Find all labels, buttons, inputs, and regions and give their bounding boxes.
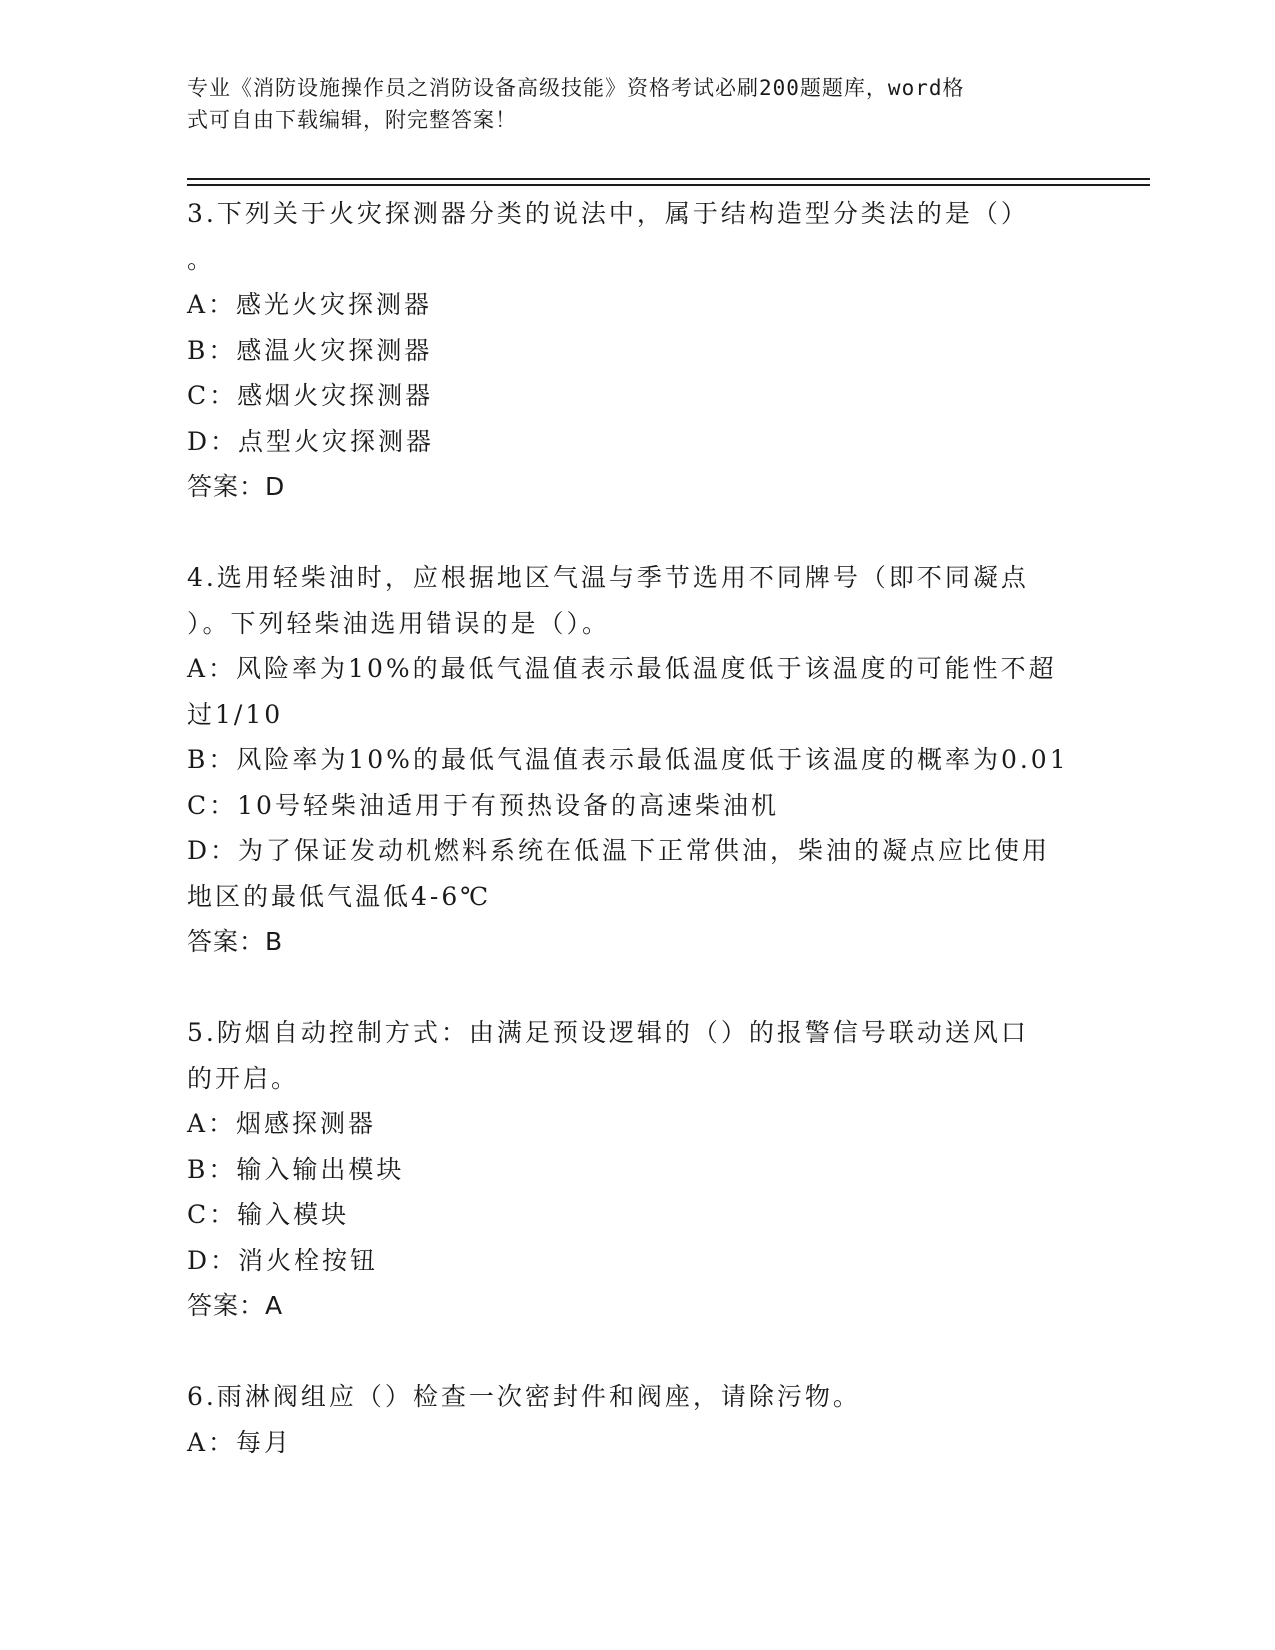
question-stem: 4.选用轻柴油时，应根据地区气温与季节选用不同牌号（即不同凝点 [187, 563, 1029, 592]
option-d: D：消火栓按钮 [187, 1245, 379, 1275]
option-a: A：每月 [187, 1427, 293, 1457]
header-line: 式可自由下载编辑，附完整答案！ [187, 108, 517, 132]
option-b: B：风险率为10%的最低气温值表示最低温度低于该温度的概率为0.01 [187, 745, 1069, 774]
question-block [187, 555, 1087, 965]
option-b: B：输入输出模块 [187, 1154, 405, 1184]
question-block [187, 1010, 1087, 1329]
option-a: A：感光火灾探测器 [187, 290, 433, 319]
answer-line: 答案：B [187, 927, 284, 956]
question-block [187, 1374, 1087, 1465]
question-stem: 3.下列关于火灾探测器分类的说法中，属于结构造型分类法的是（） [187, 199, 1029, 228]
option-a: A：风险率为10%的最低气温值表示最低温度低于该温度的可能性不超 [187, 654, 1057, 683]
option-a: A：烟感探测器 [187, 1109, 377, 1138]
spacer [187, 965, 1087, 1011]
question-stem: 6.雨淋阀组应（）检查一次密封件和阀座，请除污物。 [187, 1382, 861, 1411]
option-d-continued: 地区的最低气温低4-6℃ [187, 881, 492, 911]
header-divider-thin [187, 184, 1150, 186]
question-block [187, 191, 1087, 510]
option-c: C：10号轻柴油适用于有预热设备的高速柴油机 [187, 790, 779, 820]
document-header [187, 72, 1067, 136]
question-stem: 的开启。 [187, 1063, 300, 1093]
option-b: B：感温火灾探测器 [187, 335, 433, 365]
header-line: 专业《消防设施操作员之消防设备高级技能》资格考试必刷200题题库，word格 [187, 76, 965, 100]
spacer [187, 1329, 1087, 1375]
question-stem: 。 [187, 244, 216, 274]
option-d: D：为了保证发动机燃料系统在低温下正常供油，柴油的凝点应比使用 [187, 836, 1051, 865]
spacer [187, 510, 1087, 556]
answer-line: 答案：A [187, 1291, 284, 1320]
option-a-continued: 过1/10 [187, 699, 284, 729]
answer-line: 答案：D [187, 472, 286, 501]
option-c: C：感烟火灾探测器 [187, 381, 434, 410]
question-stem: ）。下列轻柴油选用错误的是（）。 [187, 608, 611, 638]
question-stem: 5.防烟自动控制方式：由满足预设逻辑的（）的报警信号联动送风口 [187, 1018, 1029, 1047]
option-c: C：输入模块 [187, 1200, 350, 1229]
question-list [187, 191, 1087, 1465]
option-d: D：点型火灾探测器 [187, 426, 435, 456]
header-divider-thick [187, 178, 1150, 180]
